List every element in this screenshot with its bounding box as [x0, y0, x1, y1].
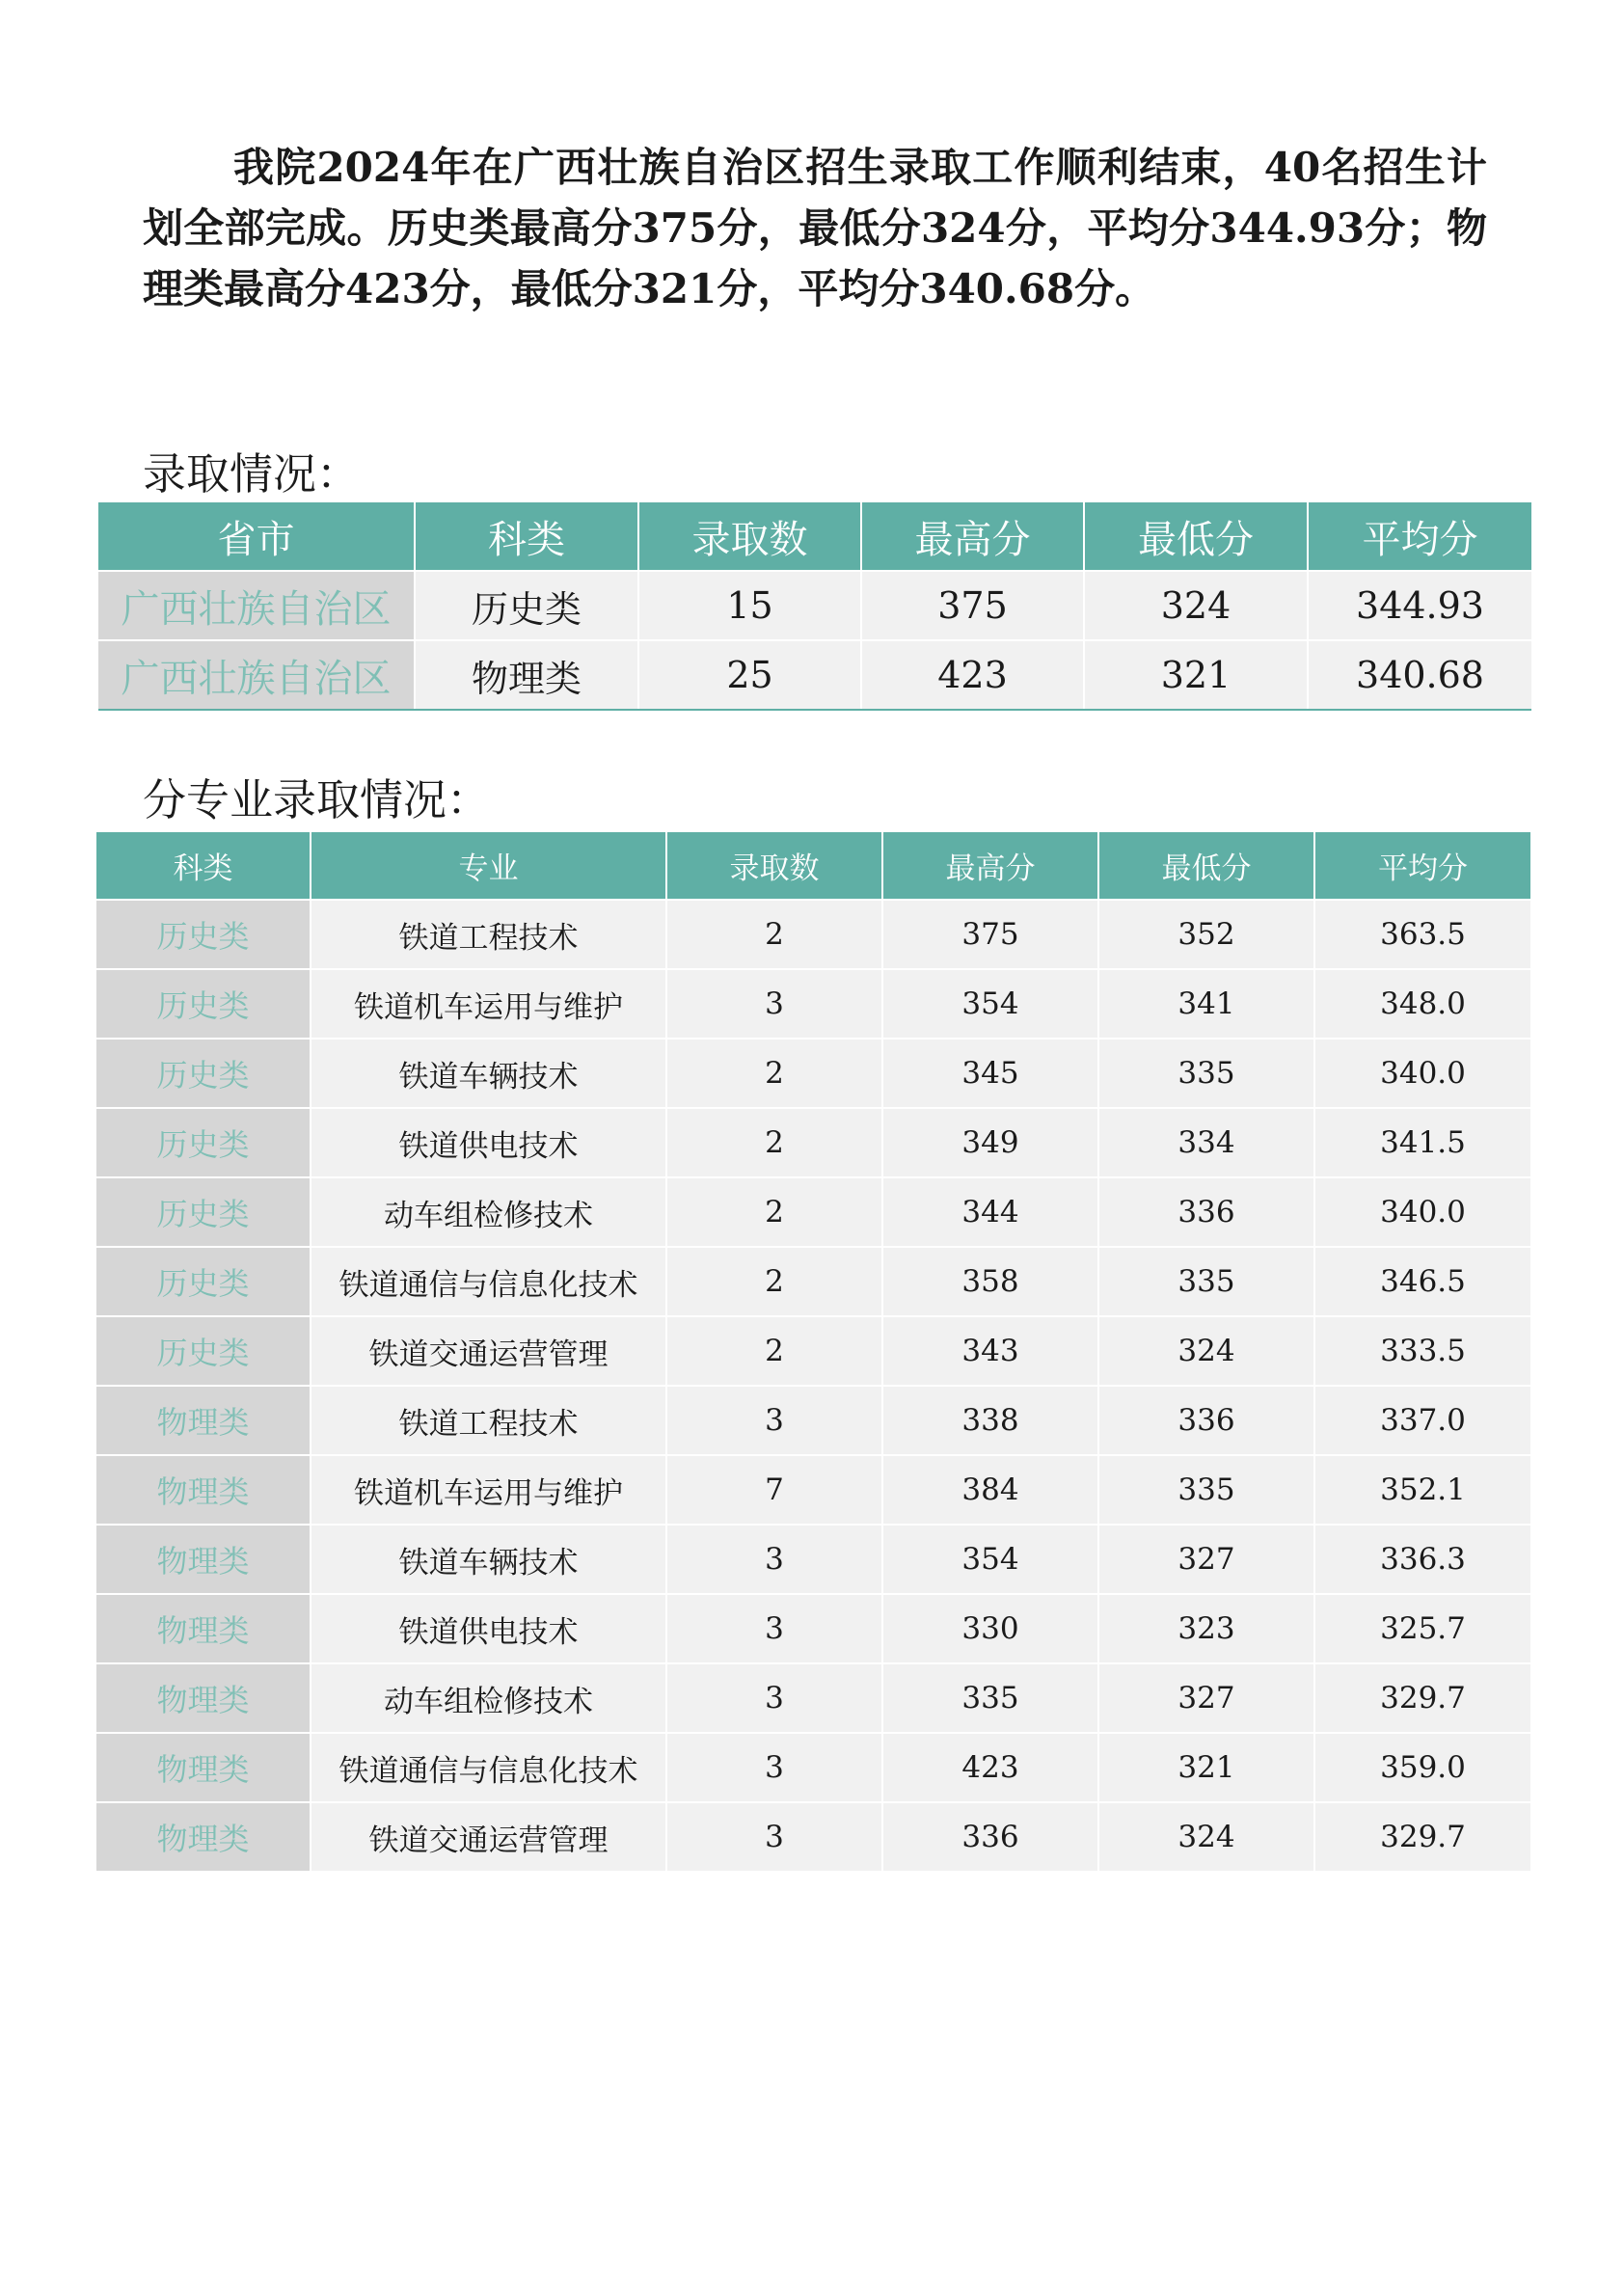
lowest-score-cell: 336 [1098, 1386, 1314, 1455]
table-header-row [98, 502, 1531, 571]
average-score-cell: 346.5 [1314, 1247, 1530, 1316]
category-cell: 历史类 [96, 1039, 311, 1108]
category-cell: 历史类 [96, 1177, 311, 1247]
admitted-count-cell: 3 [666, 1594, 882, 1663]
lowest-score-cell: 324 [1098, 1802, 1314, 1871]
highest-score-cell: 423 [882, 1733, 1098, 1802]
province-cell: 广西壮族自治区 [98, 640, 415, 710]
column-header: 专业 [311, 832, 666, 900]
category-cell: 历史类 [96, 969, 311, 1039]
category-cell: 历史类 [96, 1316, 311, 1386]
major-cell: 铁道供电技术 [311, 1108, 666, 1177]
column-header: 录取数 [666, 832, 882, 900]
highest-score-cell: 345 [882, 1039, 1098, 1108]
column-header: 省市 [98, 502, 415, 571]
lowest-score-cell: 327 [1098, 1525, 1314, 1594]
average-score-cell: 348.0 [1314, 969, 1530, 1039]
column-header: 录取数 [638, 502, 861, 571]
admission-summary-table [98, 502, 1531, 711]
column-header: 科类 [96, 832, 311, 900]
highest-score-cell: 336 [882, 1802, 1098, 1871]
highest-score-cell: 375 [882, 900, 1098, 969]
major-cell: 铁道车辆技术 [311, 1525, 666, 1594]
category-cell: 物理类 [96, 1733, 311, 1802]
average-score-cell: 333.5 [1314, 1316, 1530, 1386]
table-row [96, 1177, 1530, 1247]
table-row [96, 1733, 1530, 1802]
table-row [96, 1316, 1530, 1386]
average-score-cell: 352.1 [1314, 1455, 1530, 1525]
column-header: 平均分 [1314, 832, 1530, 900]
table-row [98, 640, 1531, 710]
column-header: 最低分 [1084, 502, 1308, 571]
highest-score-cell: 344 [882, 1177, 1098, 1247]
column-header: 最高分 [861, 502, 1084, 571]
lowest-score-cell: 335 [1098, 1455, 1314, 1525]
highest-score-cell: 375 [861, 571, 1084, 640]
average-score-cell: 341.5 [1314, 1108, 1530, 1177]
table-row [96, 1039, 1530, 1108]
lowest-score-cell: 323 [1098, 1594, 1314, 1663]
table-row [96, 969, 1530, 1039]
average-score-cell: 329.7 [1314, 1663, 1530, 1733]
major-cell: 铁道通信与信息化技术 [311, 1247, 666, 1316]
major-admission-table [96, 832, 1530, 1871]
category-cell: 物理类 [415, 640, 638, 710]
average-score-cell: 325.7 [1314, 1594, 1530, 1663]
admitted-count-cell: 3 [666, 1733, 882, 1802]
major-cell: 铁道通信与信息化技术 [311, 1733, 666, 1802]
column-header: 科类 [415, 502, 638, 571]
highest-score-cell: 330 [882, 1594, 1098, 1663]
admitted-count-cell: 2 [666, 1316, 882, 1386]
category-cell: 物理类 [96, 1455, 311, 1525]
highest-score-cell: 338 [882, 1386, 1098, 1455]
average-score-cell: 340.0 [1314, 1177, 1530, 1247]
admitted-count-cell: 2 [666, 1039, 882, 1108]
lowest-score-cell: 321 [1098, 1733, 1314, 1802]
lowest-score-cell: 335 [1098, 1039, 1314, 1108]
admitted-count-cell: 3 [666, 1386, 882, 1455]
admitted-count-cell: 15 [638, 571, 861, 640]
admitted-count-cell: 7 [666, 1455, 882, 1525]
average-score-cell: 336.3 [1314, 1525, 1530, 1594]
lowest-score-cell: 327 [1098, 1663, 1314, 1733]
average-score-cell: 344.93 [1308, 571, 1531, 640]
average-score-cell: 329.7 [1314, 1802, 1530, 1871]
highest-score-cell: 343 [882, 1316, 1098, 1386]
major-cell: 动车组检修技术 [311, 1177, 666, 1247]
column-header: 平均分 [1308, 502, 1531, 571]
admitted-count-cell: 3 [666, 1525, 882, 1594]
admitted-count-cell: 2 [666, 1247, 882, 1316]
category-cell: 物理类 [96, 1594, 311, 1663]
table-row [96, 1525, 1530, 1594]
table-row [96, 1386, 1530, 1455]
table-row [96, 900, 1530, 969]
table-row [96, 1663, 1530, 1733]
lowest-score-cell: 334 [1098, 1108, 1314, 1177]
category-cell: 历史类 [415, 571, 638, 640]
table-row [96, 1247, 1530, 1316]
table-row [96, 1108, 1530, 1177]
lowest-score-cell: 324 [1084, 571, 1308, 640]
average-score-cell: 337.0 [1314, 1386, 1530, 1455]
category-cell: 历史类 [96, 1247, 311, 1316]
table-row [96, 1455, 1530, 1525]
admission-summary-title: 录取情况： [143, 448, 361, 500]
province-cell: 广西壮族自治区 [98, 571, 415, 640]
lowest-score-cell: 352 [1098, 900, 1314, 969]
highest-score-cell: 423 [861, 640, 1084, 710]
major-cell: 动车组检修技术 [311, 1663, 666, 1733]
table-row [96, 1802, 1530, 1871]
major-cell: 铁道工程技术 [311, 900, 666, 969]
lowest-score-cell: 336 [1098, 1177, 1314, 1247]
major-cell: 铁道交通运营管理 [311, 1316, 666, 1386]
table-row [96, 1594, 1530, 1663]
highest-score-cell: 349 [882, 1108, 1098, 1177]
column-header: 最高分 [882, 832, 1098, 900]
table-row [98, 571, 1531, 640]
category-cell: 历史类 [96, 900, 311, 969]
category-cell: 历史类 [96, 1108, 311, 1177]
intro-paragraph: 我院2024年在广西壮族自治区招生录取工作顺利结束，40名招生计划全部完成。历史类最高分375分，最低分324分，平均分344.93分；物理类最高分423分，最低分321分，平均分340.68分。 [143, 144, 1487, 312]
highest-score-cell: 384 [882, 1455, 1098, 1525]
major-cell: 铁道工程技术 [311, 1386, 666, 1455]
major-admission-title: 分专业录取情况： [143, 774, 491, 825]
major-cell: 铁道供电技术 [311, 1594, 666, 1663]
category-cell: 物理类 [96, 1386, 311, 1455]
lowest-score-cell: 321 [1084, 640, 1308, 710]
major-cell: 铁道车辆技术 [311, 1039, 666, 1108]
admitted-count-cell: 3 [666, 969, 882, 1039]
admitted-count-cell: 25 [638, 640, 861, 710]
highest-score-cell: 335 [882, 1663, 1098, 1733]
admitted-count-cell: 3 [666, 1663, 882, 1733]
column-header: 最低分 [1098, 832, 1314, 900]
admitted-count-cell: 3 [666, 1802, 882, 1871]
major-cell: 铁道交通运营管理 [311, 1802, 666, 1871]
lowest-score-cell: 324 [1098, 1316, 1314, 1386]
highest-score-cell: 354 [882, 1525, 1098, 1594]
highest-score-cell: 358 [882, 1247, 1098, 1316]
category-cell: 物理类 [96, 1802, 311, 1871]
average-score-cell: 359.0 [1314, 1733, 1530, 1802]
lowest-score-cell: 341 [1098, 969, 1314, 1039]
admitted-count-cell: 2 [666, 1108, 882, 1177]
major-cell: 铁道机车运用与维护 [311, 1455, 666, 1525]
lowest-score-cell: 335 [1098, 1247, 1314, 1316]
average-score-cell: 340.68 [1308, 640, 1531, 710]
highest-score-cell: 354 [882, 969, 1098, 1039]
admitted-count-cell: 2 [666, 1177, 882, 1247]
average-score-cell: 340.0 [1314, 1039, 1530, 1108]
average-score-cell: 363.5 [1314, 900, 1530, 969]
table-header-row [96, 832, 1530, 900]
major-cell: 铁道机车运用与维护 [311, 969, 666, 1039]
admitted-count-cell: 2 [666, 900, 882, 969]
category-cell: 物理类 [96, 1663, 311, 1733]
category-cell: 物理类 [96, 1525, 311, 1594]
